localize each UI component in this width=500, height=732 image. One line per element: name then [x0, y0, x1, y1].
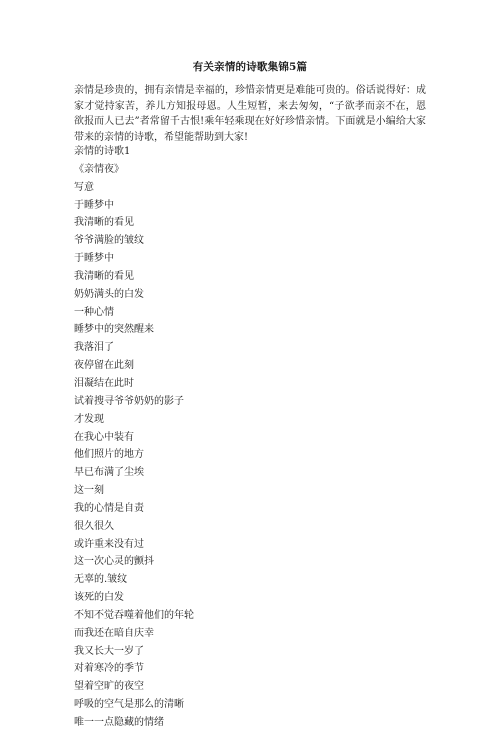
poem-line: 才发现	[74, 413, 104, 425]
poem-line: 泪凝结在此时	[74, 377, 134, 389]
poem-line: 我清晰的看见	[74, 270, 134, 282]
poem-line: 这一刻	[74, 485, 104, 497]
poem-line: 而我还在暗自庆幸	[74, 627, 154, 639]
poem-line: 我清晰的看见	[74, 217, 134, 229]
poem-line: 呼吸的空气是那么的清晰	[74, 699, 184, 711]
poem-line: 爷爷满脸的皱纹	[74, 235, 144, 247]
poem-line: 或许重来没有过	[74, 538, 144, 550]
poem-line: 这一次心灵的颤抖	[74, 556, 154, 568]
poem-line: 奶奶满头的白发	[74, 288, 144, 300]
poem-author: 写意	[74, 181, 94, 193]
poem-line: 我的心情是自责	[74, 502, 144, 514]
poem-title: 《亲情夜》	[74, 163, 124, 175]
poem-line: 早已布满了尘埃	[74, 467, 144, 479]
poem-line: 在我心中装有	[74, 431, 134, 443]
poem-line: 唯一一点隐藏的情绪	[74, 717, 164, 728]
poem-line: 夜停留在此刻	[74, 360, 134, 372]
poem-line: 一种心情	[74, 306, 114, 318]
poem-line: 睡梦中的突然醒来	[74, 324, 154, 336]
section-heading: 亲情的诗歌1	[74, 146, 131, 157]
poem-line: 很久很久	[74, 520, 114, 532]
poem-line: 于睡梦中	[74, 253, 114, 265]
document-title: 有关亲情的诗歌集锦5篇	[192, 61, 308, 73]
poem-lines	[74, 143, 426, 732]
poem-line: 望着空旷的夜空	[74, 681, 144, 693]
poem-line: 对着寒冷的季节	[74, 663, 144, 675]
poem-line: 不知不觉吞噬着他们的年轮	[74, 609, 194, 621]
intro-paragraph: 亲情是珍贵的，拥有亲情是幸福的，珍惜亲情更是难能可贵的。俗话说得好：成家才觉持家苦，养儿方知报母恩。人生短暂，来去匆匆，“子欲孝而亲不在，恩欲报而人已去”者常留千古恨!乘年轻乘现在好好珍惜亲情。下面就是小编给大家带来的亲情的诗歌，希望能帮助到大家!	[74, 85, 426, 143]
poem-line: 他们照片的地方	[74, 449, 144, 461]
poem-line: 我又长大一岁了	[74, 645, 144, 657]
poem-line: 试着搜寻爷爷奶奶的影子	[74, 395, 184, 407]
poem-line: 无辜的.皱纹	[74, 574, 128, 586]
poem-line: 我落泪了	[74, 342, 114, 354]
poem-line: 于睡梦中	[74, 199, 114, 211]
poem-line: 该死的白发	[74, 592, 124, 604]
